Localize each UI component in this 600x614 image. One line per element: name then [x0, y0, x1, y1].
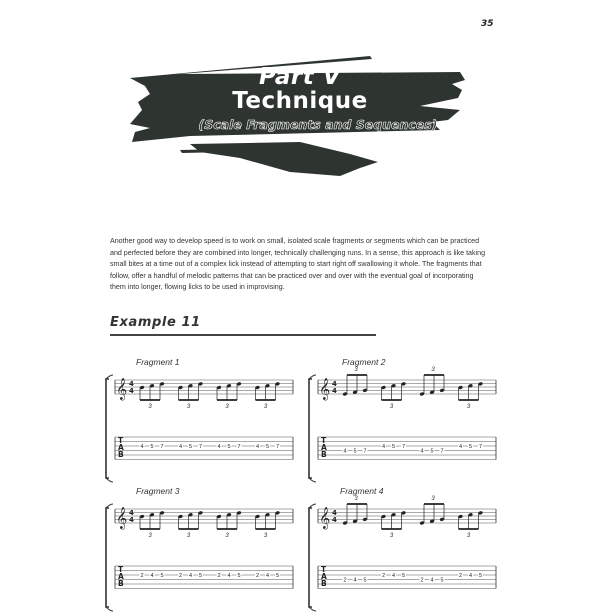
triplet-mark: 3: [354, 367, 358, 373]
tab-fret-number: 5: [275, 573, 280, 579]
treble-clef-icon: 𝄞: [319, 507, 331, 529]
intro-paragraph: Another good way to develop speed is to work on small, isolated scale fragments or segments which can be practiced and perfected before they are combined into longer, technically challenging runs. In a sense, this approach is like taking small bites at a time out of a complex lick instead of attempting to start right off swallowing it whole. The fragments that follow, offer a handful of melodic patterns that can be practiced over and over with the eventual goal of incorporating them into longer, flowing licks to be used in improvising.: [110, 237, 486, 292]
tab-fret-number: 4: [343, 448, 347, 455]
tab-fret-number: 4: [150, 573, 154, 579]
tab-fret-number: 7: [198, 444, 203, 450]
tab-fret-number: 7: [160, 444, 164, 450]
triplet-mark: 3: [466, 533, 471, 539]
tab-clef: A: [118, 443, 124, 452]
notation-system: [306, 484, 506, 614]
tab-fret-number: 2: [140, 573, 144, 579]
notation-system: [306, 355, 506, 485]
tab-fret-number: 4: [188, 573, 193, 579]
tab-fret-number: 4: [420, 448, 424, 455]
chapter-title: Technique: [232, 88, 368, 114]
tab-fret-number: 4: [217, 444, 221, 450]
tab-fret-number: 7: [440, 448, 444, 455]
tab-fret-number: 5: [401, 573, 406, 579]
triplet-mark: 3: [466, 404, 471, 410]
tab-fret-number: 2: [458, 573, 463, 579]
tab-fret-number: 5: [430, 448, 434, 455]
triplet-mark: 3: [354, 496, 358, 502]
tab-fret-number: 5: [363, 577, 367, 584]
svg-text:4: 4: [129, 387, 134, 395]
system-bracket: [309, 508, 312, 607]
triplet-mark: 3: [263, 533, 268, 539]
example-title: Example 11: [110, 315, 201, 330]
tab-fret-number: 4: [430, 577, 434, 584]
tab-clef: A: [321, 572, 327, 581]
tab-fret-number: 5: [160, 573, 164, 579]
triplet-mark: 3: [148, 404, 152, 410]
tab-fret-number: 7: [237, 444, 241, 450]
tab-clef: B: [118, 450, 124, 459]
svg-text:4: 4: [129, 516, 134, 524]
tab-clef: T: [321, 436, 327, 445]
tab-fret-number: 4: [140, 444, 144, 450]
triplet-mark: 3: [389, 533, 394, 539]
tab-fret-number: 7: [363, 448, 367, 455]
treble-clef-icon: 𝄞: [116, 507, 128, 529]
tab-fret-number: 5: [265, 444, 270, 450]
notation-system: [103, 355, 303, 485]
tab-clef: A: [118, 572, 124, 581]
time-signature: 4: [332, 380, 337, 388]
triplet-mark: 3: [225, 404, 229, 410]
treble-clef-icon: 𝄞: [319, 378, 331, 400]
fragment-3: [103, 484, 303, 614]
tab-clef: B: [321, 579, 327, 588]
tab-fret-number: 2: [217, 573, 221, 579]
tab-fret-number: 5: [353, 448, 357, 455]
tab-fret-number: 5: [478, 573, 483, 579]
tab-fret-number: 2: [343, 577, 347, 584]
triplet-mark: 3: [431, 367, 435, 373]
system-bracket: [309, 379, 312, 478]
tab-clef: T: [321, 565, 327, 574]
tab-fret-number: 4: [227, 573, 231, 579]
triplet-mark: 3: [186, 404, 191, 410]
tab-clef: T: [118, 436, 124, 445]
tab-fret-number: 4: [391, 573, 396, 579]
fragment-label: Fragment 3: [136, 486, 180, 496]
triplet-mark: 3: [431, 496, 435, 502]
tab-clef: B: [118, 579, 124, 588]
time-signature: 4: [129, 509, 134, 517]
tab-fret-number: 5: [440, 577, 444, 584]
svg-text:4: 4: [332, 516, 337, 524]
tab-fret-number: 5: [227, 444, 231, 450]
treble-clef-icon: 𝄞: [116, 378, 128, 400]
fragment-2: [306, 355, 506, 485]
system-bracket: [106, 508, 109, 607]
system-bracket: [106, 379, 109, 478]
time-signature: 4: [332, 509, 337, 517]
svg-text:4: 4: [332, 387, 337, 395]
tab-clef: B: [321, 450, 327, 459]
triplet-mark: 3: [225, 533, 229, 539]
tab-fret-number: 4: [265, 573, 270, 579]
triplet-mark: 3: [148, 533, 152, 539]
part-label: Part V: [258, 64, 342, 90]
tab-fret-number: 5: [391, 444, 396, 450]
tab-fret-number: 4: [458, 444, 463, 450]
tab-fret-number: 7: [401, 444, 406, 450]
tab-fret-number: 2: [255, 573, 260, 579]
fragment-4: [306, 484, 506, 614]
fragment-label: Fragment 1: [136, 357, 180, 367]
example-title-rule: [110, 334, 376, 336]
tab-clef: T: [118, 565, 124, 574]
tab-clef: A: [321, 443, 327, 452]
triplet-mark: 3: [263, 404, 268, 410]
chapter-banner: [120, 50, 480, 185]
tab-fret-number: 4: [381, 444, 386, 450]
tab-fret-number: 2: [381, 573, 386, 579]
tab-fret-number: 5: [468, 444, 473, 450]
tab-fret-number: 4: [353, 577, 357, 584]
tab-fret-number: 5: [198, 573, 203, 579]
page-number: 35: [481, 19, 494, 29]
time-signature: 4: [129, 380, 134, 388]
tab-fret-number: 7: [275, 444, 280, 450]
tab-fret-number: 4: [468, 573, 473, 579]
tab-fret-number: 4: [178, 444, 183, 450]
fragment-label: Fragment 4: [340, 486, 384, 496]
fragment-label: Fragment 2: [342, 357, 386, 367]
tab-fret-number: 5: [237, 573, 241, 579]
tab-fret-number: 5: [150, 444, 154, 450]
tab-fret-number: 2: [178, 573, 183, 579]
tab-fret-number: 4: [255, 444, 260, 450]
chapter-subtitle: (Scale Fragments and Sequences): [198, 117, 438, 132]
notation-system: [103, 484, 303, 614]
tab-fret-number: 7: [478, 444, 483, 450]
triplet-mark: 3: [186, 533, 191, 539]
fragment-1: [103, 355, 303, 485]
tab-fret-number: 5: [188, 444, 193, 450]
triplet-mark: 3: [389, 404, 394, 410]
tab-fret-number: 2: [420, 577, 424, 584]
